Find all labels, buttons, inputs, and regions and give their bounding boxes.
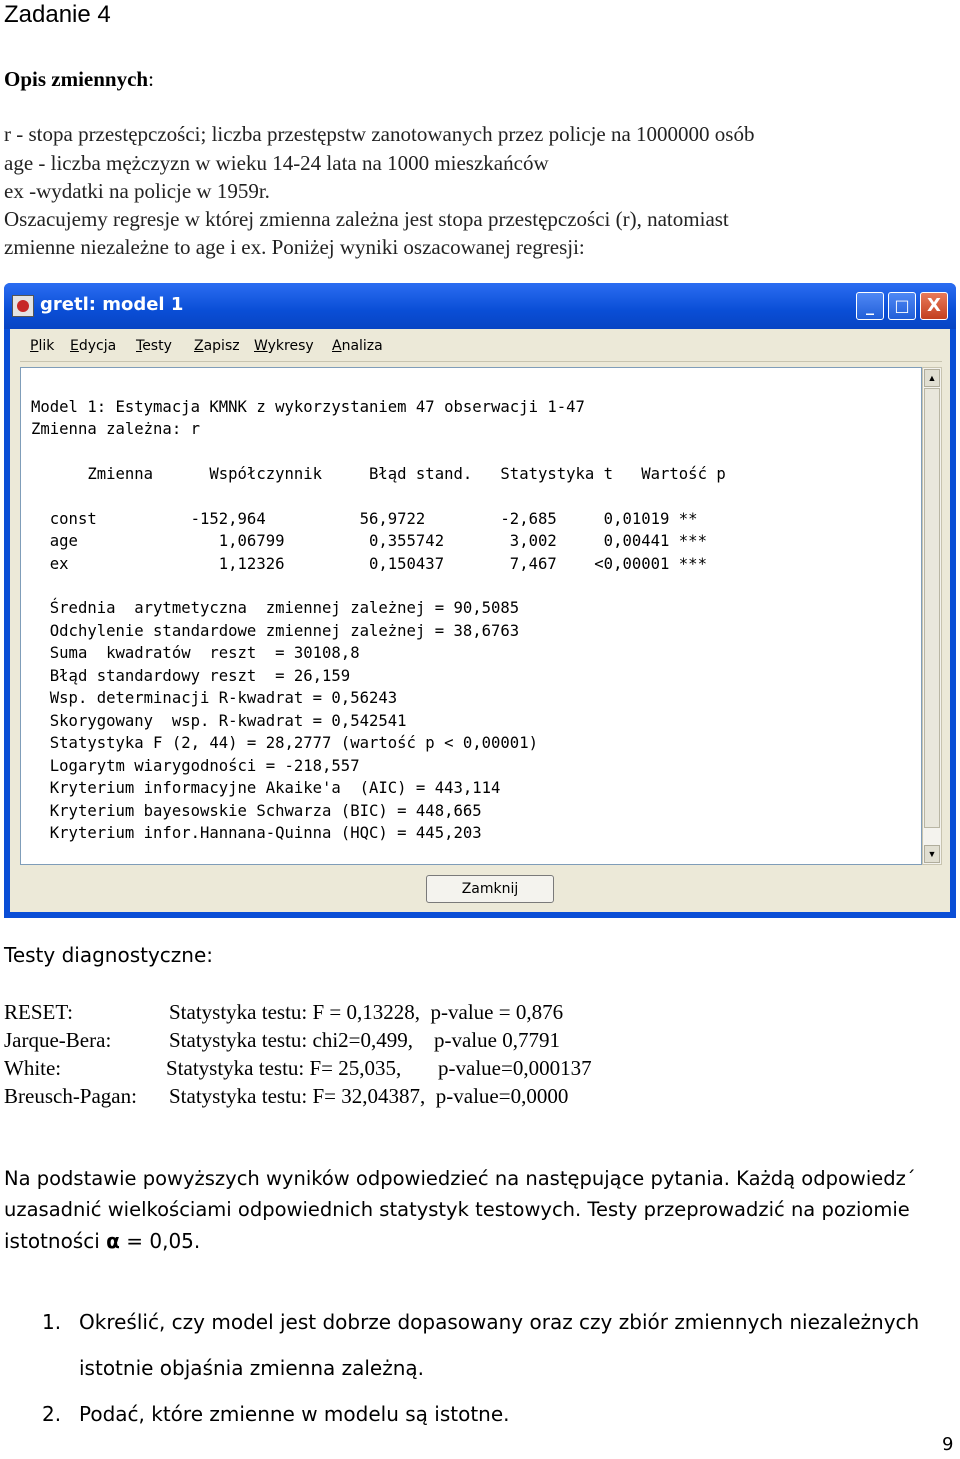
output-line: Skorygowany wsp. R-kwadrat = 0,542541	[31, 712, 407, 730]
output-line: Kryterium infor.Hannana-Quinna (HQC) = 445,203	[31, 824, 482, 842]
scroll-up-icon[interactable]: ▲	[924, 369, 940, 387]
scrollbar-thumb[interactable]	[924, 388, 940, 828]
menu-plik-label: lik	[38, 338, 55, 354]
window-titlebar[interactable]	[4, 283, 956, 329]
gretl-model-window	[4, 283, 956, 918]
test-value: Statystyka testu: F= 25,035, p-value=0,000137	[166, 1056, 592, 1080]
intro-line: zmienne niezależne to age i ex. Poniżej wyniki oszacowanej regresji:	[4, 235, 585, 259]
gretl-app-icon	[12, 295, 34, 317]
test-row-white	[4, 1054, 904, 1082]
output-line: Średnia arytmetyczna zmiennej zależnej = 90,5085	[31, 599, 520, 617]
output-line: Logarytm wiarygodności = -218,557	[31, 757, 360, 775]
window-client-area	[10, 329, 950, 912]
question-number: 1.	[42, 1310, 62, 1334]
variables-heading-colon: :	[148, 67, 154, 91]
instructions-suffix: = 0,05.	[119, 1229, 201, 1253]
menu-plik[interactable]	[30, 338, 54, 354]
test-row-reset	[4, 998, 904, 1026]
menu-wykresy-mnemonic: W	[254, 338, 268, 354]
menu-wykresy-label: ykresy	[267, 338, 314, 354]
instructions-line: Na podstawie powyższych wyników odpowiedzieć na następujące pytania. Każdą odpowiedz´	[4, 1167, 916, 1190]
test-name: White:	[4, 1056, 62, 1080]
output-line: Statystyka F (2, 44) = 28,2777 (wartość p < 0,00001)	[31, 734, 538, 752]
menu-bar	[20, 333, 942, 362]
menu-edycja-label: dycja	[78, 338, 117, 354]
question-number: 2.	[42, 1402, 62, 1426]
page-number: 9	[942, 1434, 954, 1455]
test-value: Statystyka testu: F= 32,04387, p-value=0,0000	[169, 1084, 569, 1108]
menu-testy-mnemonic: T	[136, 338, 143, 354]
test-row-jarque-bera	[4, 1026, 904, 1054]
instructions-line: uzasadnić wielkościami odpowiednich statystyk testowych. Testy przeprowadzić na poziomie	[4, 1198, 910, 1221]
output-line: Zmienna zależna: r	[31, 420, 200, 438]
menu-analiza-label: naliza	[341, 338, 383, 354]
menu-wykresy[interactable]	[254, 338, 314, 354]
alpha-symbol: α	[106, 1229, 120, 1253]
menu-plik-mnemonic: P	[30, 338, 39, 354]
question-text: Podać, które zmienne w modelu są istotne.	[79, 1402, 510, 1426]
question-text: istotnie objaśnia zmienna zależną.	[79, 1356, 425, 1380]
output-line: Zmienna Współczynnik Błąd stand. Statystyka t Wartość p	[31, 465, 726, 483]
instructions-line	[4, 1226, 200, 1256]
output-line: Kryterium bayesowskie Schwarza (BIC) = 448,665	[31, 802, 482, 820]
test-name: Breusch-Pagan:	[4, 1084, 137, 1108]
menu-analiza-mnemonic: A	[332, 338, 342, 354]
vertical-scrollbar[interactable]	[922, 367, 942, 865]
variables-heading	[4, 64, 154, 94]
minimize-button[interactable]: _	[856, 292, 884, 320]
intro-line: Oszacujemy regresje w której zmienna zależna jest stopa przestępczości (r), natomiast	[4, 207, 729, 231]
output-line: age 1,06799 0,355742 3,002 0,00441 ***	[31, 532, 707, 550]
menu-testy[interactable]	[136, 338, 172, 354]
intro-line: ex -wydatki na policje w 1959r.	[4, 179, 270, 203]
test-name: RESET:	[4, 1000, 73, 1024]
window-title: gretl: model 1	[40, 294, 184, 315]
menu-zapisz[interactable]	[194, 338, 240, 354]
question-text: Określić, czy model jest dobrze dopasowany oraz czy zbiór zmiennych niezależnych	[79, 1310, 920, 1334]
output-line: Wsp. determinacji R-kwadrat = 0,56243	[31, 689, 398, 707]
test-name: Jarque-Bera:	[4, 1028, 112, 1052]
output-line: Kryterium informacyjne Akaike'a (AIC) = 443,114	[31, 779, 501, 797]
menu-edycja-mnemonic: E	[70, 338, 79, 354]
menu-zapisz-mnemonic: Z	[194, 338, 204, 354]
output-line: const -152,964 56,9722 -2,685 0,01019 **	[31, 510, 698, 528]
instructions-prefix: istotności	[4, 1229, 107, 1253]
test-value: Statystyka testu: chi2=0,499, p-value 0,7791	[169, 1028, 560, 1052]
menu-edycja[interactable]	[70, 338, 116, 354]
output-line: Odchylenie standardowe zmiennej zależnej = 38,6763	[31, 622, 520, 640]
output-line: Błąd standardowy reszt = 26,159	[31, 667, 351, 685]
page-title: Zadanie 4	[4, 1, 111, 28]
test-row-breusch-pagan	[4, 1082, 904, 1110]
menu-zapisz-label: apisz	[203, 338, 240, 354]
close-button[interactable]: Zamknij	[426, 875, 554, 903]
output-line: Suma kwadratów reszt = 30108,8	[31, 644, 360, 662]
output-line: ex 1,12326 0,150437 7,467 <0,00001 ***	[31, 555, 707, 573]
test-value: Statystyka testu: F = 0,13228, p-value = 0,876	[169, 1000, 564, 1024]
scroll-down-icon[interactable]: ▼	[924, 845, 940, 863]
close-window-button[interactable]: X	[920, 292, 948, 320]
menu-analiza[interactable]	[332, 338, 383, 354]
intro-line: r - stopa przestępczości; liczba przestępstw zanotowanych przez policje na 1000000 osób	[4, 122, 755, 146]
maximize-button[interactable]: □	[888, 292, 916, 320]
intro-line: age - liczba mężczyzn w wieku 14-24 lata na 1000 mieszkańców	[4, 151, 549, 175]
model-output-text[interactable]	[20, 367, 922, 865]
variables-heading-label: Opis zmiennych	[4, 67, 149, 91]
output-line: Model 1: Estymacja KMNK z wykorzystaniem 47 obserwacji 1-47	[31, 398, 585, 416]
tests-heading: Testy diagnostyczne:	[4, 943, 214, 967]
menu-testy-label: esty	[142, 338, 172, 354]
